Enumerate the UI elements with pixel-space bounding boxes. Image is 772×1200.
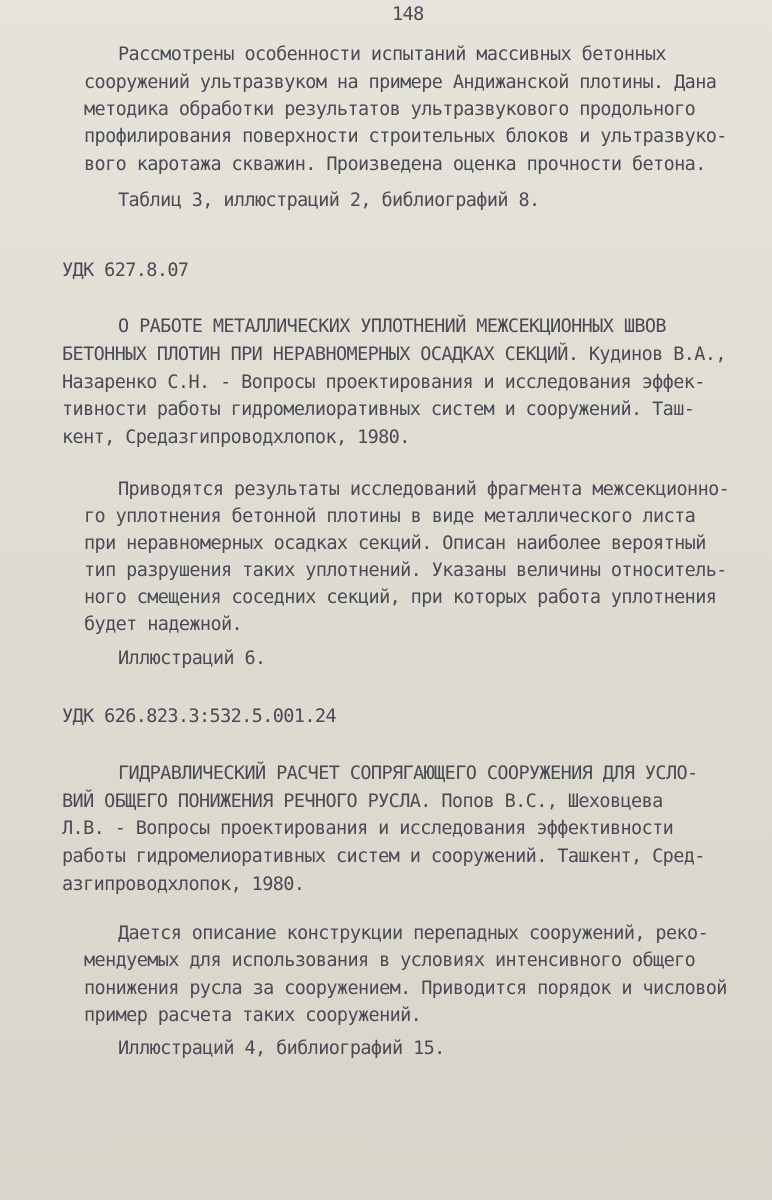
udk-code: УДК 626.823.3:532.5.001.24 [62, 706, 336, 727]
counts-line: Иллюстраций 6. [118, 648, 266, 669]
abstract-line: понижения русла за сооружением. Приводится порядок и числовой [84, 978, 727, 999]
title-line: БЕТОННЫХ ПЛОТИН ПРИ НЕРАВНОМЕРНЫХ ОСАДКАХ СЕКЦИЙ. Кудинов В.А., [62, 344, 726, 365]
page-number: 148 [392, 4, 424, 25]
abstract-line: Рассмотрены особенности испытаний массивных бетонных [118, 44, 666, 65]
abstract-line: Дается описание конструкции перепадных сооружений, реко- [118, 923, 709, 944]
udk-code: УДК 627.8.07 [62, 260, 189, 281]
title-line: О РАБОТЕ МЕТАЛЛИЧЕСКИХ УПЛОТНЕНИЙ МЕЖСЕКЦИОННЫХ ШВОВ [118, 316, 666, 337]
title-line: работы гидромелиоративных систем и сооружений. Ташкент, Сред- [62, 846, 705, 867]
title-line: кент, Средазгипроводхлопок, 1980. [62, 427, 410, 448]
abstract-line: го уплотнения бетонной плотины в виде металлического листа [84, 506, 696, 527]
title-line: ГИДРАВЛИЧЕСКИЙ РАСЧЕТ СОПРЯГАЮЩЕГО СООРУЖЕНИЯ ДЛЯ УСЛО- [118, 763, 698, 784]
counts-line: Таблиц 3, иллюстраций 2, библиографий 8. [118, 190, 540, 211]
abstract-line: Приводятся результаты исследований фрагмента межсекционно- [118, 479, 730, 500]
abstract-line: тип разрушения таких уплотнений. Указаны величины относитель- [84, 560, 727, 581]
abstract-line: ного смещения соседних секций, при которых работа уплотнения [84, 587, 717, 608]
abstract-line: мендуемых для использования в условиях интенсивного общего [84, 950, 696, 971]
abstract-line: вого каротажа скважин. Произведена оценка прочности бетона. [84, 154, 706, 175]
title-line: тивности работы гидромелиоративных систем и сооружений. Таш- [62, 399, 695, 420]
title-line: Назаренко С.Н. - Вопросы проектирования и исследования эффек- [62, 372, 705, 393]
counts-line: Иллюстраций 4, библиографий 15. [118, 1038, 445, 1059]
abstract-line: методика обработки результатов ультразвукового продольного [84, 99, 696, 120]
abstract-line: при неравномерных осадках секций. Описан наиболее вероятный [84, 533, 706, 554]
title-line: ВИЙ ОБЩЕГО ПОНИЖЕНИЯ РЕЧНОГО РУСЛА. Попов В.С., Шеховцева [62, 791, 663, 812]
abstract-line: будет надежной. [84, 614, 243, 635]
abstract-line: пример расчета таких сооружений. [84, 1005, 422, 1026]
abstract-line: профилирования поверхности строительных блоков и ультразвуко- [84, 126, 727, 147]
title-line: азгипроводхлопок, 1980. [62, 874, 305, 895]
abstract-line: сооружений ультразвуком на примере Андижанской плотины. Дана [84, 72, 717, 93]
title-line: Л.В. - Вопросы проектирования и исследования эффективности [62, 818, 674, 839]
